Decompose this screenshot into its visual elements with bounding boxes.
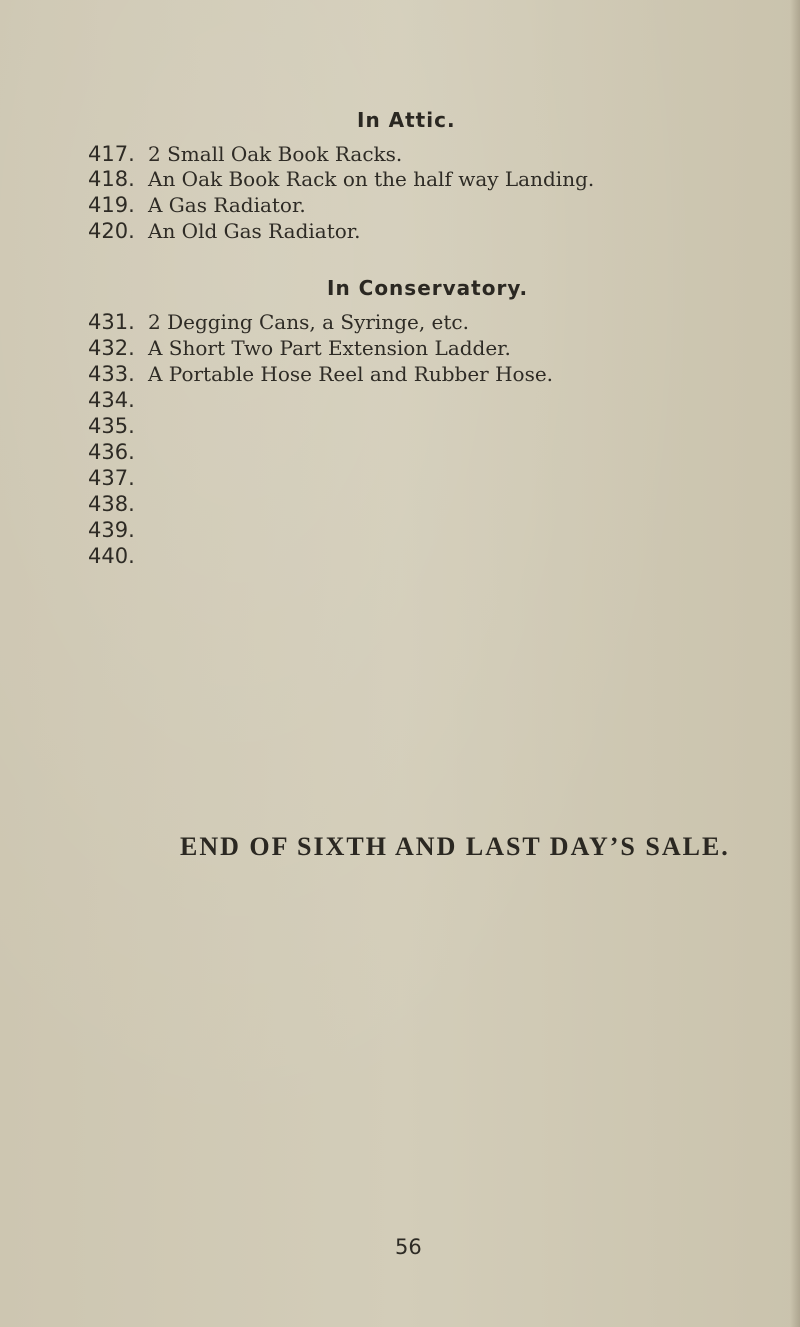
lot-number: 435. [88, 414, 135, 438]
page-number: 56 [395, 1235, 422, 1259]
lot-number: 420. [88, 219, 135, 243]
lot-number: 433. [88, 362, 135, 386]
lot-number: 417. [88, 142, 135, 166]
lot-description: An Old Gas Radiator. [148, 219, 361, 243]
lot-number: 438. [88, 492, 135, 516]
lot-number: 437. [88, 466, 135, 490]
lot-description: 2 Degging Cans, a Syringe, etc. [148, 310, 469, 334]
lot-description: A Short Two Part Extension Ladder. [148, 336, 511, 360]
lot-number: 431. [88, 310, 135, 334]
section-heading-conservatory: In Conservatory. [327, 276, 529, 300]
lot-number: 436. [88, 440, 135, 464]
lot-number: 439. [88, 518, 135, 542]
end-of-sale-line: END OF SIXTH AND LAST DAY’S SALE. [180, 832, 730, 861]
lot-number: 440. [88, 544, 135, 568]
lot-description: 2 Small Oak Book Racks. [148, 142, 403, 166]
lot-number: 434. [88, 388, 135, 412]
lot-number: 419. [88, 193, 135, 217]
page-edge-shadow [790, 0, 800, 1327]
lot-description: An Oak Book Rack on the half way Landing. [148, 167, 595, 191]
section-heading-attic: In Attic. [357, 108, 456, 132]
lot-number: 418. [88, 167, 135, 191]
lot-description: A Gas Radiator. [148, 193, 306, 217]
lot-description: A Portable Hose Reel and Rubber Hose. [148, 362, 554, 386]
lot-number: 432. [88, 336, 135, 360]
